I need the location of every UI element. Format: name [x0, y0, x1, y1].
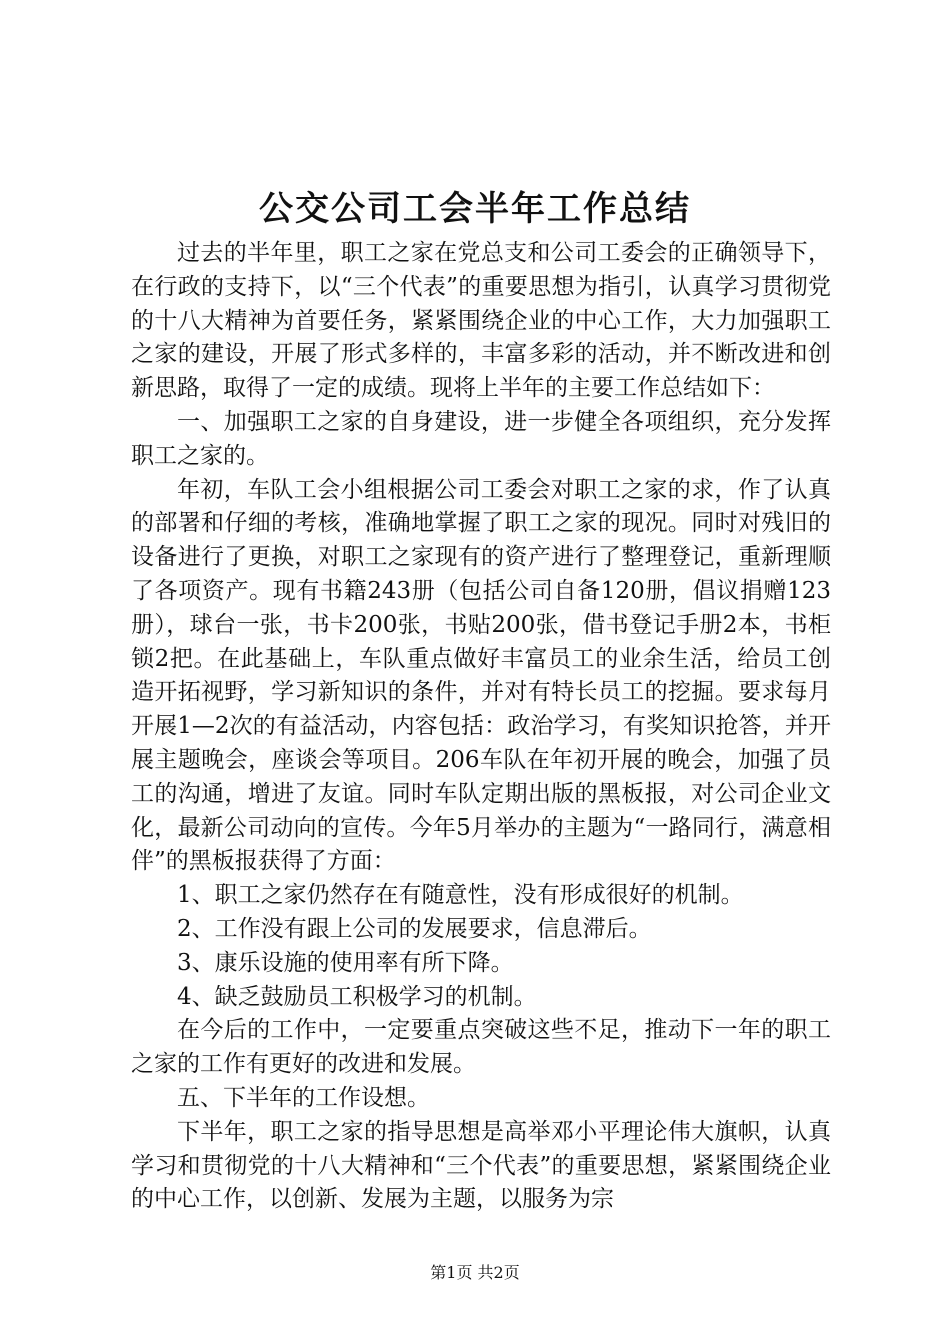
- page-footer: 第1页 共2页: [430, 1263, 520, 1282]
- paragraph: 1、职工之家仍然存在有随意性，没有形成很好的机制。: [177, 882, 744, 909]
- paragraph: 4、缺乏鼓励员工积极学习的机制。: [177, 983, 537, 1010]
- paragraph: 3、康乐设施的使用率有所下降。: [177, 949, 514, 976]
- paragraph: 一、加强职工之家的自身建设，进一步健全各项组织，充分发挥职工之家的。: [131, 408, 831, 469]
- paragraph: 2、工作没有跟上公司的发展要求，信息滞后。: [177, 915, 652, 942]
- paragraph: 过去的半年里，职工之家在党总支和公司工委会的正确领导下，在行政的支持下，以“三个代表”的重要思想为指引，认真学习贯彻党的十八大精神为首要任务，紧紧围绕企业的中心工作，大力加强职工之家的建设，开展了形式多样的，丰富多彩的活动，并不断改进和创新思路，取得了一定的成绩。现将上半年的主要工作总结如下：: [131, 240, 831, 402]
- paragraph: 在今后的工作中，一定要重点突破这些不足，推动下一年的职工之家的工作有更好的改进和发展。: [131, 1017, 831, 1078]
- paragraph: 年初，车队工会小组根据公司工委会对职工之家的求，作了认真的部署和仔细的考核，准确地掌握了职工之家的现况。同时对残旧的设备进行了更换，对职工之家现有的资产进行了整理登记，重新理顺了各项资产。现有书籍243册（包括公司自备120册，倡议捐赠123册），球台一张，书卡200张，书贴200张，借书登记手册2本，书柜锁2把。在此基础上，车队重点做好丰富员工的业余生活，给员工创造开拓视野，学习新知识的条件，并对有特长员工的挖掘。要求每月开展1—2次的有益活动，内容包括：政治学习，有奖知识抢答，并开展主题晚会，座谈会等项目。206车队在年初开展的晚会，加强了员工的沟通，增进了友谊。同时车队定期出版的黑板报，对公司企业文化，最新公司动向的宣传。今年5月举办的主题为“一路同行，满意相伴”的黑板报获得了方面：: [131, 476, 831, 875]
- paragraph: 下半年，职工之家的指导思想是高举邓小平理论伟大旗帜，认真学习和贯彻党的十八大精神和“三个代表”的重要思想，紧紧围绕企业的中心工作，以创新、发展为主题，以服务为宗: [131, 1118, 831, 1213]
- document-title: 公交公司工会半年工作总结: [259, 189, 691, 229]
- paragraph: 五、下半年的工作设想。: [177, 1084, 430, 1111]
- document-body: [131, 237, 831, 1217]
